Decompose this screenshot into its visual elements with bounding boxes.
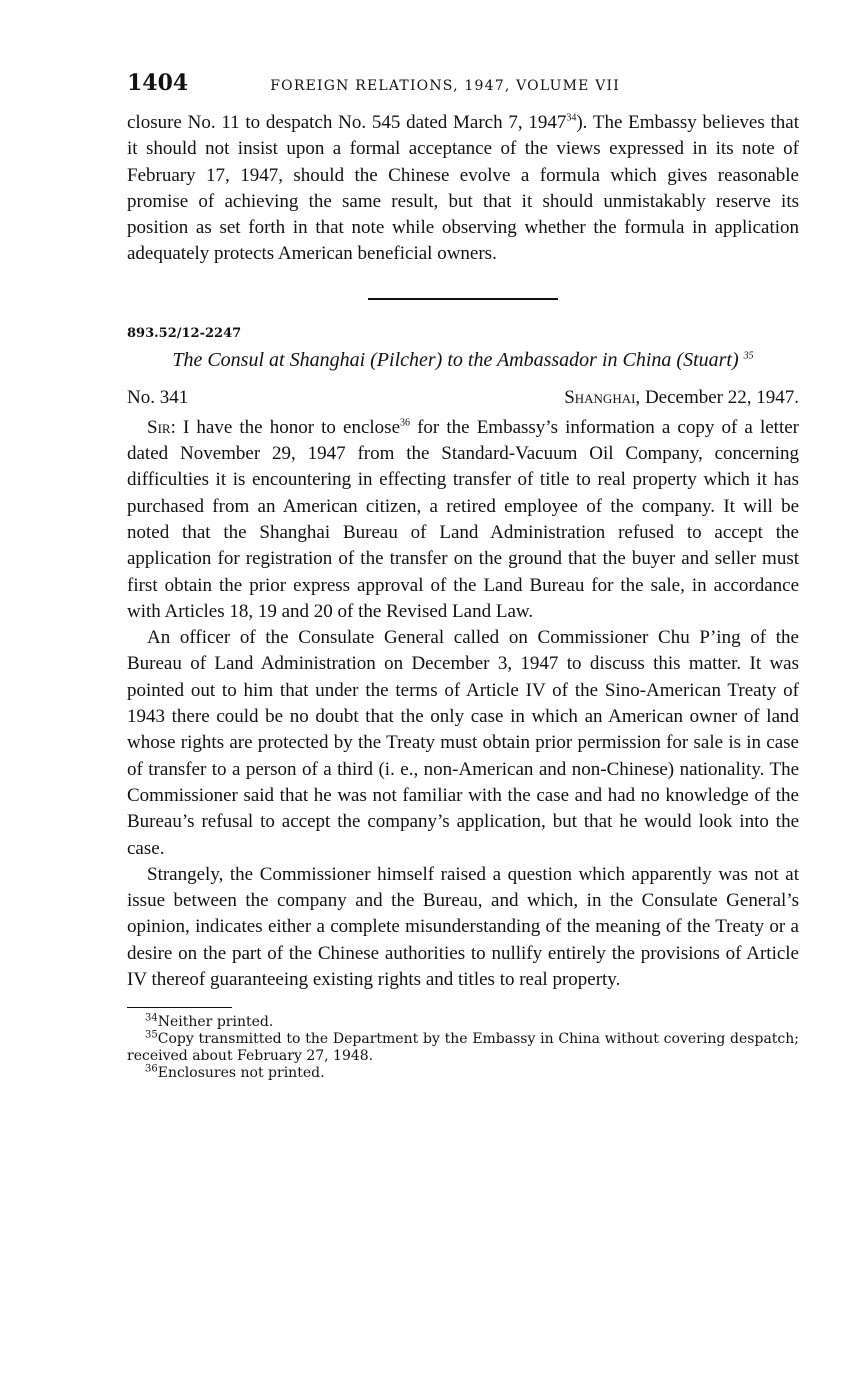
paragraph-3: Strangely, the Commissioner himself raised a question which apparently was not at issue between the company and the Bureau, and which, in the Consulate General’s opinion, indicates either a complete misunderstanding of the meaning of the Treaty or a desire on the part of the Chinese authorities to nullify entirely the provisions of Article IV thereof guaranteeing existing rights and titles to real property. <box>127 863 799 991</box>
footnote-mark: 36 <box>145 1063 158 1075</box>
file-number: 893.52/12-2247 <box>127 325 242 341</box>
place-date <box>564 385 799 411</box>
document-number: No. 341 <box>127 386 189 408</box>
date: December 22, 1947. <box>644 386 799 408</box>
footnote-divider <box>127 1007 232 1008</box>
footnote-mark: 35 <box>145 1029 158 1041</box>
footnote-ref-36[interactable]: 36 <box>400 417 410 429</box>
footnote-ref-34[interactable]: 34 <box>566 112 577 124</box>
footnotes <box>127 1014 799 1082</box>
footnote-35 <box>127 1031 799 1065</box>
paragraph-1-text-a: I have the honor to enclose <box>175 416 400 438</box>
running-head: FOREIGN RELATIONS, 1947, VOLUME VII <box>270 78 620 94</box>
document-title-text: The Consul at Shanghai (Pilcher) to the Ambassador in China (Stuart) <box>172 348 739 371</box>
continuation-text-a: closure No. 11 to despatch No. 545 dated March 7, 1947 <box>127 112 567 133</box>
page-number: 1404 <box>127 70 189 96</box>
paragraph-2: An officer of the Consulate General called on Commissioner Chu P’ing of the Bureau of Land Administration on December 3, 1947 to discuss this matter. It was pointed out to him that under the terms of Article IV of the Sino-American Treaty of 1943 there could be no doubt that the only case in which an American owner of land whose rights are protected by the Treaty must obtain prior permission for sale is in case of transfer to a person of a third (i. e., non-American and non-Chinese) nationality. The Commissioner said that he was not familiar with the case and had no knowledge of the Bureau’s refusal to accept the company’s application, but that he would look into the case. <box>127 627 799 859</box>
footnote-36 <box>127 1065 799 1082</box>
place: Shanghai, <box>564 386 641 408</box>
footnote-text: Neither printed. <box>157 1014 274 1031</box>
continuation-paragraph <box>127 110 799 268</box>
salutation: Sir: <box>147 416 176 438</box>
document-title <box>127 347 799 373</box>
footnote-34 <box>127 1014 799 1031</box>
continuation-text-b: ). The Embassy believes that it should not insist upon a formal acceptance of the views expressed in its note of February 17, 1947, should the Chinese evolve a formula which gives reasonable promise of achieving the same result, but that it should unmistakably reserve its position as set forth in that note while observing whether the formula in application adequately protects American beneficial owners. <box>127 112 799 265</box>
footnote-mark: 34 <box>145 1012 158 1024</box>
paragraph-1-text-b: for the Embassy’s information a copy of a letter dated November 29, 1947 from the Standard-Vacuum Oil Company, concerning difficulties it is encountering in effecting transfer of title to real property which it has purchased from an American citizen, a retired employee of the company. It will be noted that the Shanghai Bureau of Land Administration refused to accept the application for registration of the transfer on the ground that the buyer and seller must first obtain the prior express approval of the Land Bureau for the sale, in accordance with Articles 18, 19 and 20 of the Revised Land Law. <box>127 416 799 622</box>
page <box>127 70 799 1082</box>
paragraph-1 <box>127 415 799 625</box>
section-divider <box>368 298 558 300</box>
footnote-ref-35[interactable]: 35 <box>743 350 754 362</box>
footnote-text: Enclosures not printed. <box>157 1065 325 1082</box>
page-header <box>127 70 799 110</box>
dateline <box>127 385 799 411</box>
footnote-text: Copy transmitted to the Department by the Embassy in China without covering despatch; received about February 27, 1948. <box>127 1031 799 1065</box>
